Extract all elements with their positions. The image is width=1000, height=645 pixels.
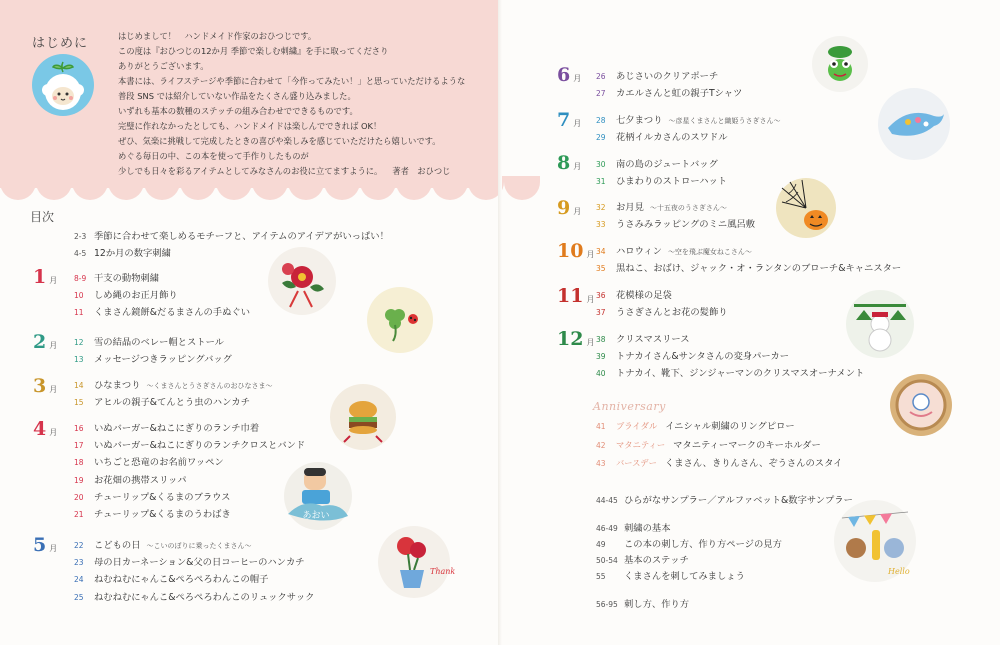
toc-page-number: 36 bbox=[596, 291, 606, 300]
month-number: 6 bbox=[557, 64, 571, 86]
toc-page-number: 56-95 bbox=[596, 600, 618, 609]
toc-entry-title: くまさん鏡餅&だるまさんの手ぬぐい bbox=[94, 307, 250, 319]
month-suffix: 月 bbox=[573, 162, 582, 171]
month-heading bbox=[33, 268, 57, 290]
toc-entry-title: 母の日カーネーション&父の日コーヒーのハンカチ bbox=[94, 557, 305, 569]
toc-page-number: 18 bbox=[74, 458, 84, 468]
toc-entry-title: ひらがなサンプラー／アルファベット&数字サンプラー bbox=[624, 495, 853, 506]
toc-entry-title: 刺し方、作り方 bbox=[624, 599, 690, 610]
month-heading bbox=[33, 333, 57, 355]
toc-page-number: 55 bbox=[596, 572, 606, 581]
bib-hello-text: Hello bbox=[888, 567, 910, 576]
toc-entry[interactable] bbox=[74, 334, 224, 348]
scallop bbox=[108, 176, 144, 200]
embroidery-hoop-photo bbox=[890, 374, 952, 436]
scallop bbox=[432, 176, 468, 200]
month-suffix: 月 bbox=[49, 428, 58, 437]
toc-page-number: 27 bbox=[596, 89, 606, 99]
toc-entry-title: アヒルの親子&てんとう虫のハンカチ bbox=[94, 397, 250, 409]
toc-entry[interactable] bbox=[74, 472, 187, 486]
scallop bbox=[36, 176, 72, 200]
toc-page-number: 32 bbox=[596, 203, 606, 212]
month-suffix: 月 bbox=[586, 338, 595, 347]
author-signature: 著者 おひつじ bbox=[392, 166, 451, 176]
toc-entry[interactable] bbox=[596, 68, 718, 82]
intro-line: ぜひ、気楽に挑戦して完成したときの喜びや楽しみを感じていただけたら嬉しいです。 bbox=[118, 136, 441, 146]
toc-entry-title: ひなまつり bbox=[94, 380, 141, 391]
toc-page-number: 37 bbox=[596, 308, 606, 318]
month-number: 9 bbox=[557, 197, 571, 219]
toc-entry-title: ハロウィン bbox=[616, 246, 662, 257]
toc-entry[interactable] bbox=[74, 537, 252, 551]
month-suffix: 月 bbox=[573, 74, 582, 83]
name-patch-photo bbox=[284, 462, 352, 530]
toc-entry[interactable] bbox=[596, 348, 789, 362]
author-avatar bbox=[32, 54, 94, 116]
toc-page-number: 15 bbox=[74, 398, 84, 408]
dolphin-photo bbox=[878, 88, 950, 160]
toc-entry[interactable] bbox=[596, 331, 690, 345]
month-suffix: 月 bbox=[49, 385, 58, 394]
toc-entry[interactable] bbox=[74, 589, 314, 603]
month-number: 5 bbox=[33, 534, 47, 556]
toc-entry-title: メッセージつきラッピングバッグ bbox=[94, 354, 232, 366]
month-suffix: 月 bbox=[49, 276, 58, 285]
toc-entry[interactable] bbox=[596, 536, 782, 550]
toc-entry-title: トナカイ、靴下、ジンジャーマンのクリスマスオーナメント bbox=[616, 368, 865, 380]
toc-page-number: 35 bbox=[596, 264, 606, 274]
toc-page-number: 21 bbox=[74, 510, 84, 519]
toc-entry[interactable] bbox=[596, 129, 728, 143]
toc-entry-subtitle: 〜空を飛ぶ魔女ねこさん〜 bbox=[667, 248, 752, 256]
toc-page-number: 17 bbox=[74, 441, 84, 451]
toc-entry[interactable] bbox=[596, 112, 781, 126]
intro-line: いずれも基本の数種のステッチの組み合わせでできるものです。 bbox=[118, 106, 358, 116]
toc-entry[interactable] bbox=[74, 489, 230, 503]
intro-last-line bbox=[118, 164, 488, 179]
toc-entry-title: うさみみラッピングのミニ風呂敷 bbox=[616, 219, 756, 231]
toc-entry-title: 雪の結晶のベレー帽とストール bbox=[94, 337, 224, 348]
toc-entry[interactable] bbox=[74, 245, 171, 259]
toc-entry-title: チューリップ&くるまのブラウス bbox=[94, 491, 231, 503]
toc-entry-title: トナカイさん&サンタさんの変身パーカー bbox=[616, 351, 790, 363]
toc-entry-title: マタニティーマークのキーホルダー bbox=[673, 439, 821, 451]
toc-page-number: 39 bbox=[596, 352, 606, 362]
toc-entry[interactable] bbox=[596, 455, 842, 469]
dog-burger-photo bbox=[330, 384, 396, 450]
toc-entry[interactable] bbox=[596, 365, 864, 379]
toc-entry[interactable] bbox=[74, 304, 250, 318]
toc-page-number: 2-3 bbox=[74, 232, 87, 241]
toc-entry[interactable] bbox=[596, 552, 689, 566]
month-heading bbox=[557, 287, 594, 309]
camellia-embroidery-photo bbox=[268, 247, 336, 315]
toc-entry-title: ねむねむにゃんこ&ぺろぺろわんこのリュックサック bbox=[94, 591, 315, 603]
toc-page-number: 29 bbox=[596, 133, 606, 143]
month-heading bbox=[557, 154, 581, 176]
toc-entry-title: カエルさんと虹の親子Tシャツ bbox=[616, 88, 743, 100]
toc-page-number: 24 bbox=[74, 575, 84, 585]
toc-entry-subtitle: 〜十五夜のうさぎさん〜 bbox=[649, 204, 727, 212]
toc-entry[interactable] bbox=[596, 260, 901, 274]
toc-page-number: 30 bbox=[596, 160, 606, 169]
toc-entry-subtitle: 〜くまさんとうさぎさんのおひなさま〜 bbox=[146, 382, 273, 390]
intro-title: はじめに bbox=[32, 36, 89, 51]
toc-entry[interactable] bbox=[596, 173, 727, 187]
month-heading bbox=[557, 66, 581, 88]
toc-entry-title: こどもの日 bbox=[94, 540, 141, 551]
toc-entry-title: 12か月の数字刺繍 bbox=[94, 248, 171, 259]
toc-entry-title: クリスマスリース bbox=[616, 334, 690, 345]
toc-entry-title: いちごと恐竜のお名前ワッペン bbox=[94, 457, 224, 469]
intro-line: ありがとうございます。 bbox=[118, 61, 209, 71]
toc-entry[interactable] bbox=[596, 492, 853, 506]
toc-page-number: 16 bbox=[74, 424, 84, 433]
toc-entry[interactable] bbox=[596, 596, 689, 610]
toc-entry[interactable] bbox=[74, 228, 389, 242]
toc-entry[interactable] bbox=[74, 554, 305, 568]
toc-page-number: 8-9 bbox=[74, 274, 87, 283]
toc-entry-title: 南の島のジュートバッグ bbox=[616, 159, 718, 170]
toc-entry-title: いぬバーガー&ねこにぎりのランチ巾着 bbox=[94, 423, 260, 434]
toc-page-number: 43 bbox=[596, 459, 606, 468]
toc-entry[interactable] bbox=[596, 199, 727, 213]
toc-entry-title: くまさん、きりんさん、ぞうさんのスタイ bbox=[664, 458, 843, 469]
month-number: 12 bbox=[557, 328, 584, 350]
sheep-icon bbox=[32, 54, 94, 116]
toc-page-number: 4-5 bbox=[74, 249, 87, 258]
intro-line: はじめまして！ ハンドメイド作家のおひつじです。 bbox=[118, 31, 317, 41]
scallop bbox=[72, 176, 108, 200]
toc-entry[interactable] bbox=[596, 418, 795, 432]
toc-entry[interactable] bbox=[596, 520, 671, 534]
toc-entry[interactable] bbox=[596, 156, 718, 170]
toc-page-number: 22 bbox=[74, 541, 84, 550]
toc-entry-title: しめ縄のお正月飾り bbox=[94, 290, 178, 302]
toc-entry-title: 黒ねこ、おばけ、ジャック・オ・ランタンのブローチ&キャニスター bbox=[616, 263, 902, 275]
toc-page-number: 31 bbox=[596, 177, 606, 187]
toc-entry-title: ひまわりのストローハット bbox=[616, 176, 728, 188]
halloween-photo bbox=[776, 178, 836, 238]
toc-page-number: 13 bbox=[74, 355, 84, 365]
month-heading bbox=[557, 111, 581, 133]
toc-entry[interactable] bbox=[596, 243, 752, 257]
toc-entry[interactable] bbox=[596, 304, 728, 318]
christmas-photo bbox=[846, 290, 914, 358]
toc-page-number: 10 bbox=[74, 291, 84, 301]
toc-entry[interactable] bbox=[74, 571, 268, 585]
scallop bbox=[144, 176, 180, 200]
scallop bbox=[324, 176, 360, 200]
toc-page-number: 41 bbox=[596, 422, 606, 431]
anniversary-heading: Anniversary bbox=[593, 400, 666, 413]
month-number: 11 bbox=[557, 285, 584, 307]
toc-entry[interactable] bbox=[74, 506, 231, 520]
month-heading bbox=[33, 377, 57, 399]
month-suffix: 月 bbox=[49, 341, 58, 350]
scallop bbox=[396, 176, 432, 200]
clover-ladybug-photo bbox=[367, 287, 433, 353]
toc-page-number: 19 bbox=[74, 475, 84, 485]
toc-page-number: 33 bbox=[596, 220, 606, 230]
month-number: 2 bbox=[33, 331, 47, 353]
toc-page-number: 20 bbox=[74, 492, 84, 502]
toc-entry[interactable] bbox=[74, 420, 259, 434]
anniversary-label: マタニティー bbox=[616, 439, 666, 450]
toc-entry[interactable] bbox=[74, 454, 224, 468]
toc-page-number: 12 bbox=[74, 338, 84, 347]
toc-page-number: 23 bbox=[74, 558, 84, 568]
month-number: 3 bbox=[33, 375, 47, 397]
month-suffix: 月 bbox=[49, 544, 58, 553]
scallop bbox=[0, 176, 36, 200]
month-number: 8 bbox=[557, 152, 571, 174]
toc-entry-title: イニシャル刺繍のリングピロー bbox=[665, 421, 795, 432]
month-heading bbox=[33, 420, 57, 442]
month-heading bbox=[557, 199, 581, 221]
carnation-text: Thank bbox=[430, 567, 456, 576]
toc-entry-title: うさぎさんとお花の髪飾り bbox=[616, 307, 728, 319]
scallop bbox=[360, 176, 396, 200]
month-suffix: 月 bbox=[586, 250, 595, 259]
month-suffix: 月 bbox=[573, 207, 582, 216]
toc-page-number: 28 bbox=[596, 116, 606, 125]
toc-page-number: 14 bbox=[74, 381, 84, 390]
toc-entry-title: 花模様の足袋 bbox=[616, 290, 672, 301]
scallop-border bbox=[0, 176, 498, 200]
carnation-photo bbox=[378, 526, 456, 598]
toc-entry-subtitle: 〜彦星くまさんと織姫うさぎさん〜 bbox=[668, 117, 781, 125]
toc-page-number: 34 bbox=[596, 247, 606, 256]
scallop bbox=[216, 176, 252, 200]
month-number: 1 bbox=[33, 266, 47, 288]
anniversary-label: ブライダル bbox=[616, 421, 658, 431]
toc-entry-title: くまさんを刺してみましょう bbox=[624, 571, 745, 582]
toc-entry-title: 季節に合わせて楽しめるモチーフと、アイテムのアイデアがいっぱい！ bbox=[94, 231, 389, 242]
toc-page-number: 40 bbox=[596, 369, 606, 379]
scallop bbox=[180, 176, 216, 200]
intro-body bbox=[118, 29, 488, 179]
toc-entry[interactable] bbox=[596, 85, 742, 99]
toc-entry-title: お花畑の携帯スリッパ bbox=[94, 474, 187, 486]
bibs-photo bbox=[834, 500, 916, 582]
toc-page-number: 11 bbox=[74, 308, 84, 318]
toc-entry[interactable] bbox=[74, 351, 232, 365]
toc-title: 目次 bbox=[30, 210, 55, 224]
intro-line: この度は『おひつじの12か月 季節で楽しむ刺繍』を手に取ってくださり bbox=[118, 46, 389, 56]
toc-entry-subtitle: 〜こいのぼりに乗ったくまさん〜 bbox=[146, 542, 252, 550]
toc-entry[interactable] bbox=[74, 287, 178, 301]
toc-entry-title: 花柄イルカさんのスワドル bbox=[616, 132, 728, 144]
intro-line: 普段 SNS では紹介していない作品をたくさん盛り込みました。 bbox=[118, 91, 356, 101]
toc-page-number: 49 bbox=[596, 540, 606, 549]
intro-line: 少しでも日々を彩るアイテムとしてみなさんのお役に立てますように。 bbox=[118, 166, 383, 176]
intro-line: めぐる毎日の中、この本を使って手作りしたものが bbox=[118, 151, 309, 161]
toc-page-number: 46-49 bbox=[596, 524, 618, 533]
toc-page-number: 50-54 bbox=[596, 556, 618, 565]
toc-page-number: 38 bbox=[596, 335, 606, 344]
toc-entry[interactable] bbox=[74, 270, 159, 284]
intro-line: 完璧に作れなかったとしても、ハンドメイドは楽しんでできれば OK！ bbox=[118, 121, 382, 131]
page-gutter bbox=[498, 0, 502, 645]
toc-entry[interactable] bbox=[74, 437, 305, 451]
toc-entry[interactable] bbox=[74, 394, 250, 408]
toc-entry[interactable] bbox=[596, 216, 755, 230]
toc-entry-title: チューリップ&くるまのうわばき bbox=[94, 509, 231, 520]
scallop bbox=[288, 176, 324, 200]
month-number: 4 bbox=[33, 418, 47, 440]
toc-entry[interactable] bbox=[596, 568, 745, 582]
frog-photo bbox=[812, 36, 868, 92]
toc-entry-title: 七夕まつり bbox=[616, 115, 663, 126]
anniversary-label: バースデー bbox=[616, 458, 657, 468]
toc-entry-title: この本の刺し方、作り方ページの見方 bbox=[624, 539, 782, 550]
toc-entry-title: 基本のステッチ bbox=[624, 555, 689, 566]
toc-entry-title: ねむねむにゃんこ&ぺろぺろわんこの帽子 bbox=[94, 574, 269, 586]
month-suffix: 月 bbox=[573, 119, 582, 128]
toc-page-number: 25 bbox=[74, 592, 84, 602]
toc-entry[interactable] bbox=[596, 437, 821, 451]
toc-page-number: 26 bbox=[596, 72, 606, 81]
toc-entry-title: お月見 bbox=[616, 202, 644, 213]
toc-entry[interactable] bbox=[74, 377, 273, 391]
scallop bbox=[252, 176, 288, 200]
month-suffix: 月 bbox=[586, 295, 595, 304]
toc-page-number: 44-45 bbox=[596, 496, 618, 505]
scallop bbox=[504, 176, 540, 200]
month-heading bbox=[33, 536, 57, 558]
month-heading bbox=[557, 330, 594, 352]
intro-line: 本書には、ライフステージや季節に合わせて「今作ってみたい！」と思っていただけるような bbox=[118, 76, 466, 86]
month-number: 10 bbox=[557, 240, 584, 262]
toc-page-number: 42 bbox=[596, 440, 606, 450]
name-patch-text: あおい bbox=[302, 511, 330, 521]
month-number: 7 bbox=[557, 109, 571, 131]
toc-entry-title: あじさいのクリアポーチ bbox=[616, 71, 719, 82]
toc-entry-title: 干支の動物刺繍 bbox=[94, 273, 160, 284]
month-heading bbox=[557, 242, 594, 264]
toc-entry-title: いぬバーガー&ねこにぎりのランチクロスとバンド bbox=[94, 440, 306, 452]
toc-entry-title: 刺繍の基本 bbox=[624, 523, 671, 534]
toc-entry[interactable] bbox=[596, 287, 672, 301]
